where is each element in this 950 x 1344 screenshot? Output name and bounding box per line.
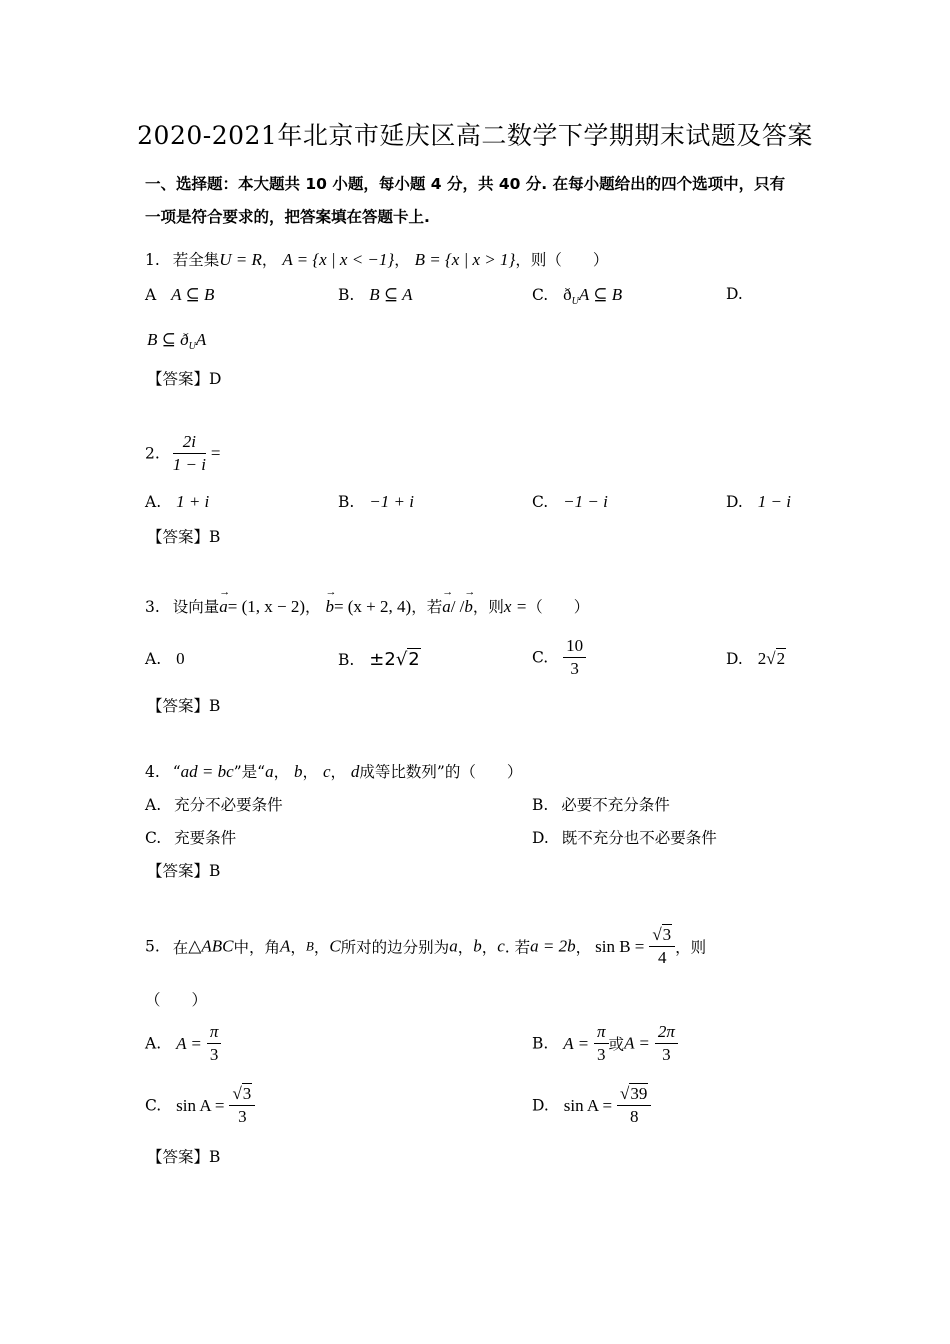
vector-a: → a xyxy=(442,597,451,617)
question-text: 成等比数列”的（ ） xyxy=(359,763,523,781)
math-expression: x = xyxy=(503,597,528,616)
option-label: C. xyxy=(145,1096,162,1115)
parallel-sign: / / xyxy=(450,597,465,616)
question-2-stem xyxy=(145,432,220,475)
option-a xyxy=(145,649,185,669)
question-text: 所对的边分别为 xyxy=(340,938,450,957)
answer-3 xyxy=(147,694,220,716)
option-text: ð xyxy=(563,285,572,304)
question-number: 2. xyxy=(145,444,160,463)
fraction xyxy=(594,1022,609,1065)
option-d-label: D. xyxy=(726,285,743,303)
option-label: C. xyxy=(532,648,549,667)
radicand: 3 xyxy=(662,925,672,944)
option-b: B. ±2√2 xyxy=(338,649,420,670)
option-text: A xyxy=(195,330,207,349)
fraction-denominator: 3 xyxy=(209,1045,219,1064)
fraction-denominator: 3 xyxy=(238,1107,247,1126)
option-text: 必要不充分条件 xyxy=(561,796,670,814)
question-text: ，则 xyxy=(675,938,707,957)
option-label: C. xyxy=(532,286,549,304)
option-label: A. xyxy=(145,1034,162,1053)
option-label: D. xyxy=(726,493,743,511)
question-text: . 若 xyxy=(504,938,531,957)
option-label: C. xyxy=(532,493,549,511)
fraction-numerator: 10 xyxy=(563,636,586,658)
fraction: $\frac{√3}{3}$ xyxy=(229,1084,255,1127)
question-text: 在 xyxy=(172,938,189,957)
option-text: A ⊆ B xyxy=(171,285,215,304)
question-text: 设向量 xyxy=(172,598,220,616)
question-5-paren: （ ） xyxy=(145,991,208,1009)
math-expression: = (1, x − 2) xyxy=(227,597,305,616)
option-text: ±2 xyxy=(369,649,396,670)
answer-1 xyxy=(147,367,221,389)
option-text: sin A = xyxy=(563,1095,613,1115)
answer-5 xyxy=(147,1145,220,1167)
option-subscript: U xyxy=(571,296,579,308)
vector-b: → b xyxy=(464,597,473,617)
question-number: 5. xyxy=(145,937,160,956)
answer-label: 【答案】 xyxy=(147,370,210,388)
fraction-denominator: 8 xyxy=(629,1107,639,1126)
question-text: 若全集 xyxy=(172,251,220,269)
math-var: A xyxy=(279,936,291,956)
question-5-stem: 5. 在△ABC中，角A，B，C所对的边分别为a，b，c. 若a = 2b， sin B = $\frac{√3}{4}$ ，则 xyxy=(145,925,707,967)
answer-label: 【答案】 xyxy=(147,697,210,715)
answer-value: B xyxy=(209,528,221,546)
option-text: A = xyxy=(176,1033,202,1053)
fraction-denominator: 3 xyxy=(570,659,579,678)
option-a xyxy=(145,285,214,305)
question-3-stem: 3. 设向量→ a= (1, x − 2)， → b= (x + 2, 4)，若→ a/ /→ b，则x =（ ） xyxy=(145,595,589,617)
option-text: A = xyxy=(563,1033,590,1053)
math-var: c xyxy=(322,762,331,781)
section-instructions-line1: 一、选择题：本大题共 10 小题，每小题 4 分，共 40 分. 在每小题给出的四个选项中，只有 xyxy=(145,175,786,193)
option-c xyxy=(532,636,586,679)
option-b xyxy=(338,285,412,305)
option-b xyxy=(532,793,670,815)
option-label: A. xyxy=(145,650,162,668)
answer-value: B xyxy=(209,697,221,715)
answer-label: 【答案】 xyxy=(147,528,210,546)
option-d xyxy=(532,826,717,848)
fraction: $\frac{√3}{4}$ xyxy=(649,925,675,968)
math-var: B xyxy=(305,938,314,954)
vector-b: → b xyxy=(325,597,334,617)
answer-value: B xyxy=(209,1148,221,1166)
question-text: ，若 xyxy=(411,598,443,616)
math-expression: = (x + 2, 4) xyxy=(333,597,412,616)
option-a xyxy=(145,492,209,512)
option-d xyxy=(726,492,791,512)
option-c xyxy=(532,285,622,307)
sqrt xyxy=(407,649,420,670)
option-text: A ⊆ B xyxy=(578,285,623,304)
question-number: 1. xyxy=(145,251,160,269)
fraction-denominator: 1 − i xyxy=(172,455,206,474)
option-label: A. xyxy=(145,493,162,511)
math-var: a xyxy=(449,936,458,956)
option-text: B ⊆ ð xyxy=(147,330,189,349)
math-expression: sin B = xyxy=(595,936,645,956)
option-text: 既不充分也不必要条件 xyxy=(561,829,717,847)
answer-value: B xyxy=(209,862,221,880)
fraction-denominator: 3 xyxy=(597,1045,606,1064)
answer-2 xyxy=(147,525,220,547)
math-var: b xyxy=(473,936,482,956)
option-subscript: U xyxy=(188,341,196,353)
question-text: ”是“ xyxy=(233,763,266,781)
math-var: d xyxy=(350,762,360,781)
option-text: 充分不必要条件 xyxy=(174,796,283,814)
page-title: 2020-2021年北京市延庆区高二数学下学期期末试题及答案 xyxy=(137,121,813,150)
answer-4 xyxy=(147,859,220,881)
option-label: D. xyxy=(532,1096,549,1115)
question-text: （ ） xyxy=(527,598,590,616)
option-label: A. xyxy=(145,796,162,814)
math-expression: B = {x | x > 1} xyxy=(414,250,516,269)
question-text: 中，角 xyxy=(233,938,280,957)
fraction: $\frac{√39}{8}$ xyxy=(617,1084,651,1127)
option-c xyxy=(532,492,608,512)
option-text: 充要条件 xyxy=(174,829,237,847)
option-b xyxy=(338,492,414,512)
option-text: 1 − i xyxy=(757,492,791,511)
option-text: 或 xyxy=(608,1035,625,1054)
option-a xyxy=(145,1022,221,1065)
radicand: 3 xyxy=(242,1084,252,1103)
fraction xyxy=(655,1022,678,1065)
math-expression: U = R xyxy=(219,250,262,269)
question-1-stem: 1. 若全集U = R， A = {x | x < −1}， B = {x | x > 1}，则（ ） xyxy=(145,250,609,269)
math-var: a xyxy=(265,762,274,781)
question-number: 3. xyxy=(145,598,160,616)
question-text: ，则（ ） xyxy=(515,251,609,269)
option-label: C. xyxy=(145,829,162,847)
answer-label: 【答案】 xyxy=(147,1148,210,1166)
option-label: D. xyxy=(726,650,743,668)
option-c xyxy=(145,1084,255,1127)
math-var: C xyxy=(329,936,341,956)
fraction-numerator: π xyxy=(207,1022,222,1044)
answer-label: 【答案】 xyxy=(147,862,210,880)
option-text: 0 xyxy=(176,649,185,668)
option-label: B. xyxy=(338,651,355,669)
option-b xyxy=(532,1022,678,1065)
fraction-denominator: 3 xyxy=(662,1045,671,1064)
option-label: D. xyxy=(532,829,549,847)
math-expression: △ABC xyxy=(188,936,234,956)
option-label: B. xyxy=(532,1034,549,1053)
fraction-numerator: 2π xyxy=(655,1022,678,1044)
radicand: 2 xyxy=(776,649,786,668)
option-text: −1 − i xyxy=(563,492,608,511)
option-a xyxy=(145,793,283,815)
equals-sign: = xyxy=(210,443,221,463)
sqrt xyxy=(776,649,787,669)
option-text: B ⊆ A xyxy=(369,285,413,304)
option-text: 1 + i xyxy=(176,492,210,511)
option-text: sin A = xyxy=(176,1095,225,1115)
option-d xyxy=(147,330,206,352)
math-var: b xyxy=(294,762,303,781)
math-expression: A = {x | x < −1} xyxy=(282,250,395,269)
option-label: B. xyxy=(532,796,549,814)
question-text: ，则 xyxy=(472,598,504,616)
fraction xyxy=(173,432,206,475)
answer-value: D xyxy=(209,370,222,388)
question-number: 4. xyxy=(145,763,160,781)
option-label: B. xyxy=(338,286,355,304)
fraction-denominator: 4 xyxy=(658,948,667,967)
math-expression: a = 2b xyxy=(530,936,576,956)
option-text: A = xyxy=(624,1033,650,1053)
option-d xyxy=(532,1084,651,1127)
option-d: D. 2√2 xyxy=(726,649,786,668)
option-label: A xyxy=(145,286,157,304)
option-c xyxy=(145,826,236,848)
question-text: “ xyxy=(172,763,181,781)
math-var: c xyxy=(497,936,505,956)
fraction xyxy=(207,1022,222,1065)
radicand: 39 xyxy=(630,1084,648,1103)
fraction-numerator: 2i xyxy=(173,432,206,454)
option-label: B. xyxy=(338,493,355,511)
radicand: 2 xyxy=(408,649,420,670)
fraction-numerator: π xyxy=(594,1022,609,1044)
option-text: −1 + i xyxy=(369,492,414,511)
fraction xyxy=(563,636,586,679)
math-expression: ad = bc xyxy=(180,762,234,781)
vector-a: → a xyxy=(219,597,228,617)
question-4-stem: 4. “ad = bc”是“a， b， c， d成等比数列”的（ ） xyxy=(145,762,523,781)
section-instructions-line2: 一项是符合要求的，把答案填在答题卡上. xyxy=(145,208,430,226)
option-text: 2 xyxy=(757,649,767,668)
